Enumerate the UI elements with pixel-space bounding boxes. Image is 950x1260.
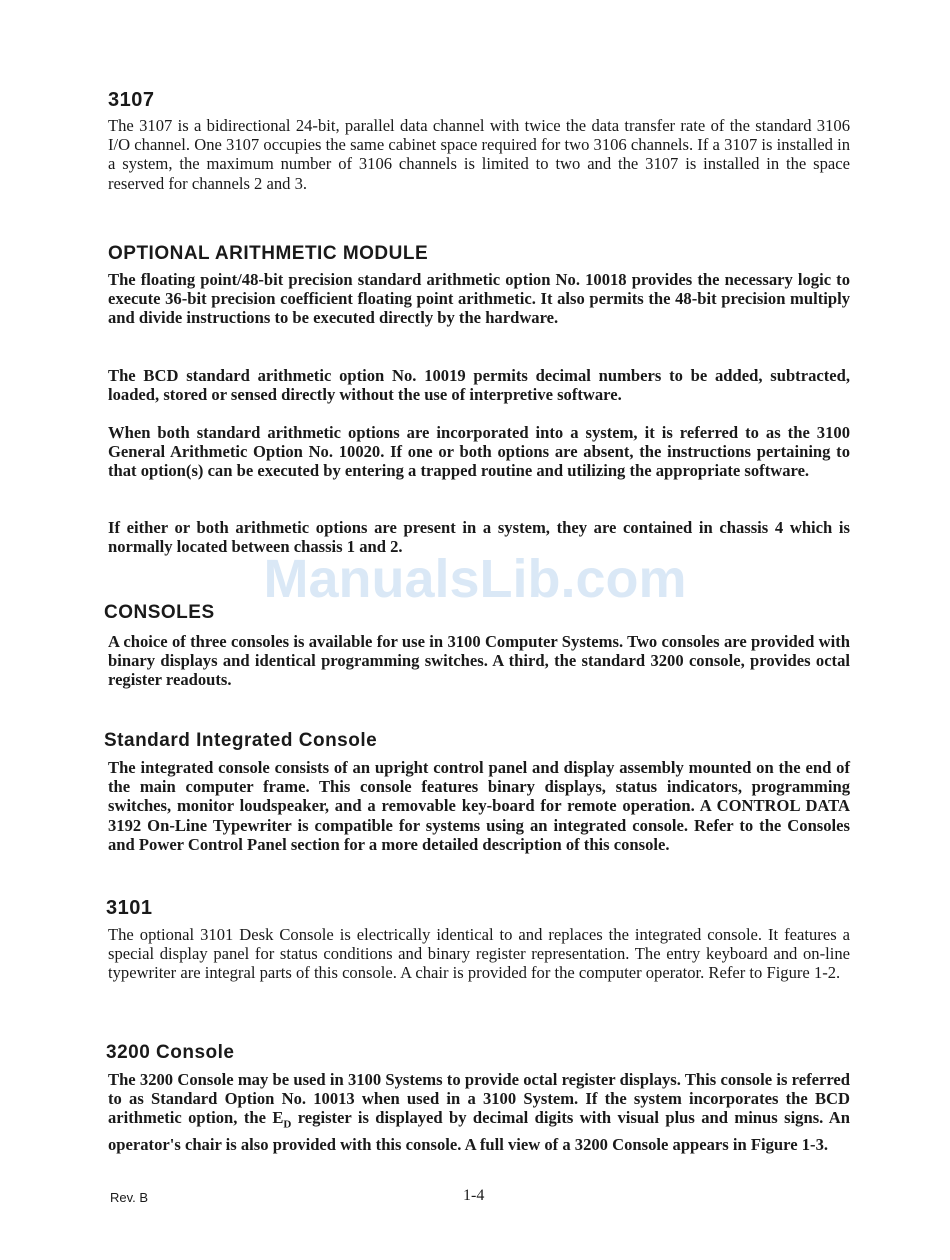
paragraph-arithmetic-3: When both standard arithmetic options are incorporated into a system, it is referred to as the 3100 General Arithmetic Option No. 10020. If one or both options are absent, the instructions pertaining to that option(s) can be executed by entering a trapped routine and utilizing the appropriate software. [108, 423, 850, 481]
paragraph-3101: The optional 3101 Desk Console is electrically identical to and replaces the integrated console. It features a special display panel for status conditions and binary register representation. The entry keyboard and on-line typewriter are integral parts of this console. A chair is provided for the computer operator. Refer to Figure 1-2. [108, 925, 850, 983]
watermark-text: ManualsLib.com [263, 549, 687, 609]
paragraph-arithmetic-2: The BCD standard arithmetic option No. 10019 permits decimal numbers to be added, subtracted, loaded, stored or sensed directly without the use of interpretive software. [108, 366, 850, 405]
heading-3101: 3101 [106, 897, 153, 919]
heading-optional-arithmetic-module: OPTIONAL ARITHMETIC MODULE [108, 243, 429, 264]
heading-3200-console: 3200 Console [106, 1042, 235, 1063]
paragraph-3200-text-start: The 3200 Console may be used in 3100 Systems to provide octal register displays. This console is referred to as Standard Option No. 10013 when used in a 3100 System. If the system incorporates the BCD arithmetic option, the E [108, 1070, 850, 1128]
subscript-d: D [283, 1118, 292, 1131]
paragraph-arithmetic-1: The floating point/48-bit precision standard arithmetic option No. 10018 provides the necessary logic to execute 36-bit precision coefficient floating point arithmetic. It also permits the 48-bit precision multiply and divide instructions to be executed directly by the hardware. [108, 270, 850, 328]
paragraph-3107: The 3107 is a bidirectional 24-bit, parallel data channel with twice the data transfer rate of the standard 3106 I/O channel. One 3107 occupies the same cabinet space required for two 3106 channels. If a 3107 is installed in a system, the maximum number of 3106 channels is limited to two and the 3107 is installed in the space reserved for channels 2 and 3. [108, 116, 850, 193]
heading-standard-integrated-console: Standard Integrated Console [104, 730, 378, 751]
footer-page-number: 1-4 [463, 1187, 485, 1204]
paragraph-integrated-console: The integrated console consists of an upright control panel and display assembly mounted on the end of the main computer frame. This console features binary displays, status indicators, programming switches, monitor loudspeaker, and a removable key-board for remote operation. A CONTROL DATA 3192 On-Line Typewriter is compatible for systems using an integrated console. Refer to the Consoles and Power Control Panel section for a more detailed description of this console. [108, 758, 850, 854]
paragraph-3200-console [108, 1070, 850, 1154]
paragraph-consoles: A choice of three consoles is available for use in 3100 Computer Systems. Two consoles are provided with binary displays and identical programming switches. A third, the standard 3200 console, provides octal register readouts. [108, 632, 850, 690]
heading-consoles: CONSOLES [104, 602, 215, 623]
paragraph-arithmetic-4: If either or both arithmetic options are present in a system, they are contained in chassis 4 which is normally located between chassis 1 and 2. [108, 518, 850, 557]
paragraph-3200-text-end: register is displayed by decimal digits with visual plus and minus signs. An operator's chair is also provided with this console. A full view of a 3200 Console appears in Figure 1-3. [108, 1108, 850, 1154]
footer-revision: Rev. B [110, 1190, 149, 1205]
heading-3107: 3107 [108, 89, 155, 111]
